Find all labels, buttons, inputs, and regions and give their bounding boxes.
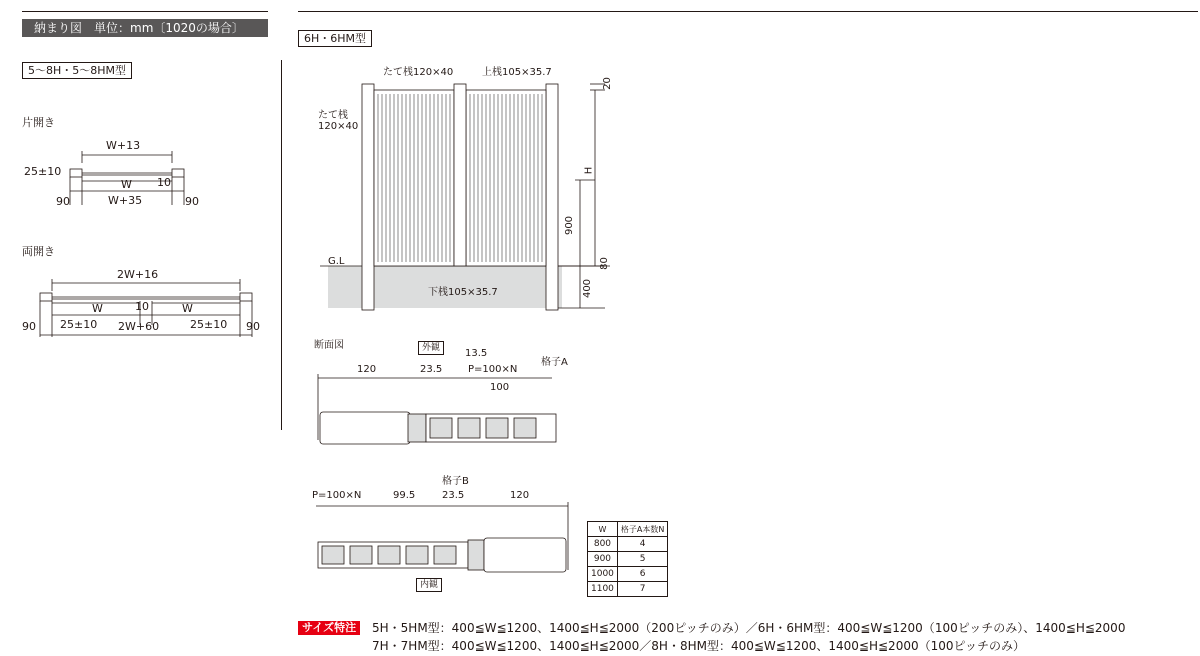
- right-type-tag: 6H・6HM型: [298, 30, 372, 47]
- sec-b-99-5: 99.5: [393, 490, 416, 501]
- gate-elevation: [320, 60, 620, 320]
- single-w-plus-35: W+35: [108, 194, 143, 207]
- section-a: [312, 370, 562, 450]
- double-ten: 10: [135, 300, 149, 313]
- sec-b-23-5: 23.5: [442, 490, 465, 501]
- elev-dim-h: H: [583, 166, 595, 175]
- double-2w-plus-60: 2W+60: [118, 320, 160, 333]
- single-w-plus-13: W+13: [106, 139, 141, 152]
- elev-stile-top: たて桟120×40: [383, 67, 454, 78]
- sec-a-100: 100: [490, 382, 510, 393]
- table-row: 900 5: [588, 552, 668, 567]
- single-swing-heading: 片開き: [22, 116, 55, 129]
- elev-dim-80: 80: [598, 257, 610, 270]
- table-header-w: W: [588, 522, 618, 537]
- elev-top-rail: 上桟105×35.7: [482, 67, 552, 78]
- section-heading: 断面図: [314, 340, 344, 351]
- single-ninety-left: 90: [56, 195, 70, 208]
- top-rule-right: [298, 11, 1198, 12]
- elev-dim-20: 20: [601, 77, 613, 90]
- elev-stile-left: たて桟: [318, 110, 348, 121]
- lattice-count-table: [587, 521, 668, 597]
- single-w: W: [121, 178, 132, 191]
- column-divider: [281, 60, 282, 430]
- left-type-tag: 5〜8H・5〜8HM型: [22, 62, 132, 79]
- elev-gl: G.L: [328, 256, 345, 267]
- sec-lattice-a: 格子A: [541, 357, 568, 368]
- size-note-line2: 7H・7HM型：400≦W≦1200、1400≦H≦2000／8H・8HM型：400≦W≦1200、1400≦H≦2000（100ピッチのみ）: [372, 639, 1026, 653]
- double-swing-heading: 両開き: [22, 245, 55, 258]
- double-ninety-right: 90: [246, 320, 260, 333]
- double-gap-right: 25±10: [190, 318, 228, 331]
- sec-b-120: 120: [510, 490, 530, 501]
- double-ninety-left: 90: [22, 320, 36, 333]
- sec-b-pitch: P=100×N: [312, 490, 362, 501]
- elev-dim-400: 400: [582, 278, 594, 299]
- double-gap-left: 25±10: [60, 318, 98, 331]
- sec-a-120: 120: [357, 364, 377, 375]
- double-w-right: W: [182, 302, 193, 315]
- elev-dim-900: 900: [564, 215, 576, 236]
- elev-stile-left-size: 120×40: [318, 121, 359, 132]
- section-b: [312, 498, 582, 578]
- sec-a-13-5: 13.5: [465, 348, 488, 359]
- elev-bottom-rail: 下桟105×35.7: [428, 287, 498, 298]
- sec-a-pitch: P=100×N: [468, 364, 518, 375]
- size-special-badge: サイズ特注: [298, 621, 360, 635]
- sec-a-23-5: 23.5: [420, 364, 443, 375]
- table-header-n: 格子A本数N: [617, 522, 667, 537]
- outside-tag: 外観: [418, 341, 444, 355]
- page-title: 納まり図 単位：mm〔1020の場合〕: [22, 19, 268, 37]
- double-2w-plus-16: 2W+16: [117, 268, 159, 281]
- single-gap: 25±10: [24, 165, 62, 178]
- double-w-left: W: [92, 302, 103, 315]
- table-row: 1100 7: [588, 582, 668, 597]
- table-row: 1000 6: [588, 567, 668, 582]
- single-ninety-right: 90: [185, 195, 199, 208]
- table-row: 800 4: [588, 537, 668, 552]
- size-note-line1: 5H・5HM型：400≦W≦1200、1400≦H≦2000（200ピッチのみ）／6H・6HM型：400≦W≦1200（100ピッチのみ）、1400≦H≦2000: [372, 621, 1126, 635]
- sec-lattice-b: 格子B: [442, 476, 469, 487]
- single-ten: 10: [157, 176, 171, 189]
- inside-tag: 内観: [416, 578, 442, 592]
- top-rule-left: [22, 11, 268, 12]
